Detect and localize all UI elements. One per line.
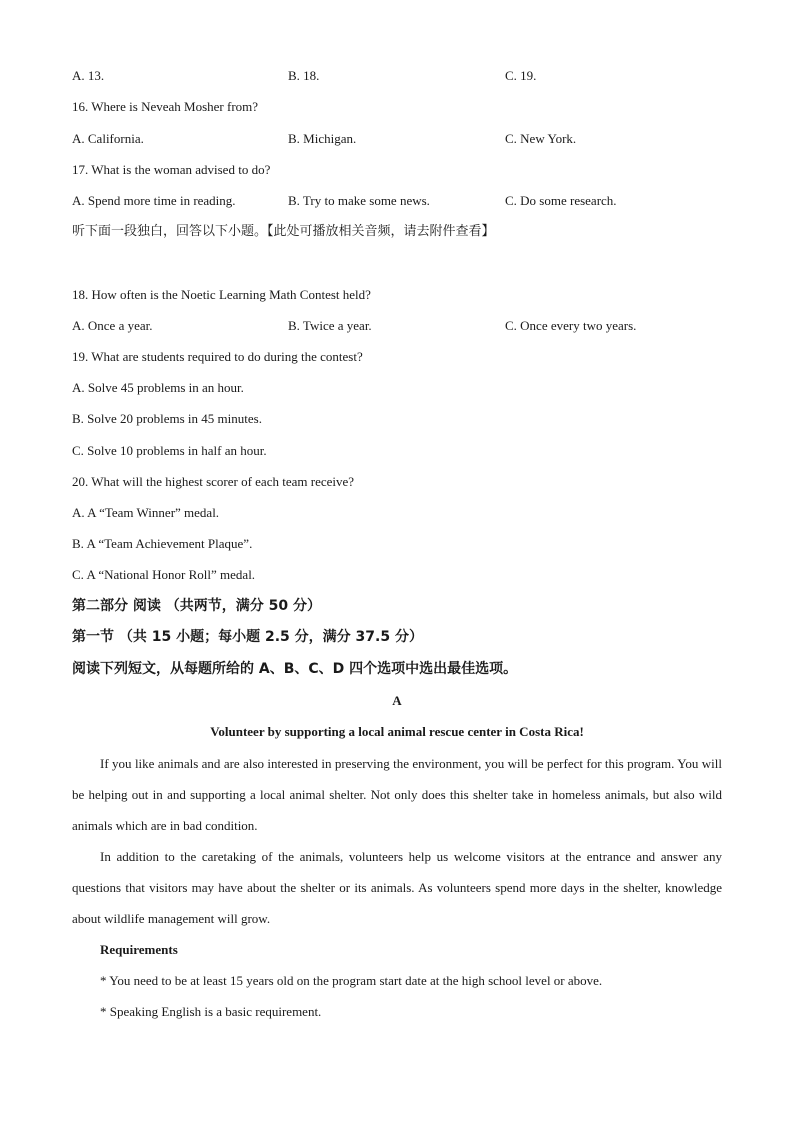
q17-option-b: B. Try to make some news.	[288, 193, 430, 208]
section1-heading: 第一节 （共 15 小题；每小题 2.5 分，满分 37.5 分）	[72, 629, 423, 645]
q20-option-a: A. A “Team Winner” medal.	[72, 505, 220, 520]
q19-option-c: C. Solve 10 problems in half an hour.	[72, 443, 267, 458]
q20-option-c: C. A “National Honor Roll” medal.	[72, 567, 256, 582]
q16-option-b: B. Michigan.	[288, 131, 357, 146]
q18-option-a: A. Once a year.	[72, 318, 153, 333]
passage-letter: A	[392, 693, 402, 708]
q18-question: 18. How often is the Noetic Learning Math Contest held?	[72, 287, 371, 302]
q16-question: 16. Where is Neveah Mosher from?	[72, 99, 259, 114]
q15-option-c: C. 19.	[505, 68, 537, 83]
q19-question: 19. What are students required to do during the contest?	[72, 349, 363, 364]
q17-question: 17. What is the woman advised to do?	[72, 162, 271, 177]
q16-option-a: A. California.	[72, 131, 144, 146]
q19-option-a: A. Solve 45 problems in an hour.	[72, 380, 244, 395]
q20-question: 20. What will the highest scorer of each team receive?	[72, 474, 355, 489]
q15-option-a: A. 13.	[72, 68, 105, 83]
q15-option-b: B. 18.	[288, 68, 320, 83]
q16-option-c: C. New York.	[505, 131, 577, 146]
q17-option-c: C. Do some research.	[505, 193, 617, 208]
passage-paragraph-1: If you like animals and are also interested in preserving the environment, you will be perfect for this program. You will be helping out in and supporting a local animal shelter. Not only does this shelter take in homeless animals, but also wild animals which are in bad condition.	[72, 756, 722, 833]
requirements-heading: Requirements	[100, 942, 178, 957]
q20-option-b: B. A “Team Achievement Plaque”.	[72, 536, 253, 551]
q18-option-b: B. Twice a year.	[288, 318, 372, 333]
passage-title: Volunteer by supporting a local animal rescue center in Costa Rica!	[210, 724, 584, 739]
passage-paragraph-2: In addition to the caretaking of the animals, volunteers help us welcome visitors at the entrance and answer any questions that visitors may have about the shelter or its animals. As volunteers spend more days in the shelter, knowledge about wildlife management will grow.	[72, 849, 722, 926]
monologue-instruction: 听下面一段独白，回答以下小题。【此处可播放相关音频，请去附件查看】	[72, 224, 495, 239]
requirement-item: * You need to be at least 15 years old on the program start date at the high school level or above.	[100, 973, 603, 988]
part2-heading: 第二部分 阅读 （共两节，满分 50 分）	[72, 598, 321, 614]
requirement-item: * Speaking English is a basic requirement.	[100, 1004, 322, 1019]
q18-option-c: C. Once every two years.	[505, 318, 637, 333]
q17-option-a: A. Spend more time in reading.	[72, 193, 236, 208]
q19-option-b: B. Solve 20 problems in 45 minutes.	[72, 411, 262, 426]
reading-instruction: 阅读下列短文，从每题所给的 A、B、C、D 四个选项中选出最佳选项。	[72, 661, 518, 677]
